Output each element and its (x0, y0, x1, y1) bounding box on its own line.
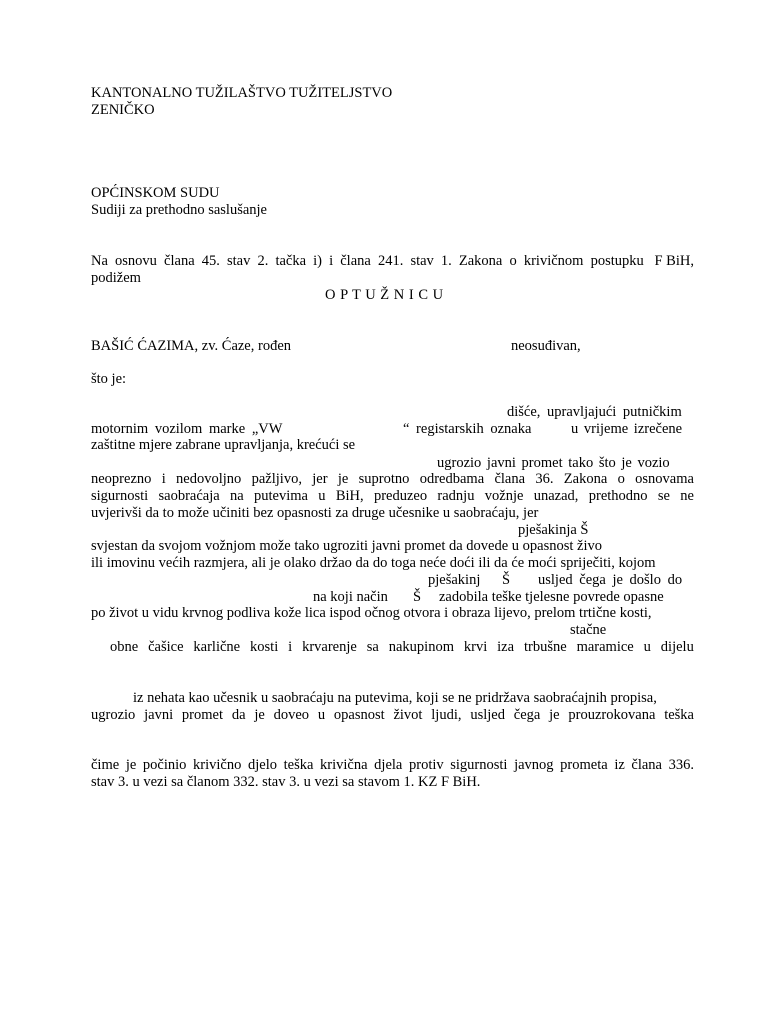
word: preduzeo (373, 488, 428, 504)
prosecutor-office-line1: KANTONALNO TUŽILAŠTVO TUŽITELJSTVO (91, 85, 393, 101)
word: 2. (257, 253, 269, 269)
word: postupku (590, 253, 644, 269)
word: stav (410, 253, 434, 269)
word: Na (91, 253, 108, 269)
word: se (657, 488, 670, 504)
facts-line-2b: “ registarskih oznaka (403, 421, 532, 437)
word: člana (340, 253, 371, 269)
word: 45. (201, 253, 220, 269)
word: i (288, 639, 293, 655)
accused-status: neosuđivan, (511, 338, 581, 354)
facts-line-15 (110, 639, 694, 656)
word: prethodno (588, 488, 648, 504)
word: iz (614, 757, 625, 773)
word: o (617, 471, 625, 487)
word: krvi (463, 639, 488, 655)
word: teška (283, 757, 314, 773)
word: stav (226, 253, 251, 269)
facts-line-1: dišće, upravljajući putničkim (507, 404, 682, 420)
word: ugrozio (91, 707, 136, 723)
word: putevima (254, 488, 308, 504)
facts-line-6 (91, 488, 694, 505)
word: i) (313, 253, 322, 269)
facts-line-8: pješakinja Š (518, 522, 589, 538)
word: u (317, 707, 326, 723)
word: je (254, 707, 265, 723)
word: jer (312, 471, 328, 487)
word: nedovoljno (176, 471, 242, 487)
word: karlične (193, 639, 241, 655)
accused-name: BAŠIĆ ĆAZIMA, zv. Ćaze, rođen (91, 338, 292, 354)
word: kosti (250, 639, 279, 655)
word: prometa (560, 757, 608, 773)
word: ljudi, (431, 707, 462, 723)
word: sigurnosti (91, 488, 149, 504)
word: da (231, 707, 246, 723)
word: vožnje (484, 488, 524, 504)
facts-line-4: ugrozio javni promet tako što je vozio (437, 455, 670, 471)
word: doveo (273, 707, 310, 723)
word: pažljivo, (251, 471, 302, 487)
word: 1. (440, 253, 452, 269)
word: javnog (514, 757, 554, 773)
word: djelo (247, 757, 277, 773)
word: u (643, 639, 651, 655)
facts-line-13: po život u vidu krvnog podliva kože lica ispod očnog otvora i obraza lijevo, prelom trtične kosti, (91, 605, 652, 621)
word: čime (91, 757, 120, 773)
facts-line-7: uvjerivši da to može učiniti bez opasnosti za druge učesnike u saobraćaju, jer (91, 505, 539, 521)
facts-line-10: ili imovinu većih razmjera, ali je olako držao da do toga neće doći ili da će moći spriječiti, kojom (91, 555, 656, 571)
word: opasnost (333, 707, 385, 723)
word: krivičnom (523, 253, 584, 269)
word: 336. (668, 757, 694, 773)
word: Zakona (563, 471, 608, 487)
facts-line-11a: pješakinj (428, 572, 481, 588)
word: unazad, (533, 488, 579, 504)
facts-line-14: stačne (570, 622, 607, 638)
recipient-court: OPĆINSKOM SUDU (91, 185, 220, 201)
facts-line-9: svjestan da svojom vožnjom može tako ugroziti javni promet da dovede u opasnost živo (91, 538, 603, 554)
intro-line1 (91, 253, 694, 270)
word: tačka (275, 253, 307, 269)
word: radnju (437, 488, 475, 504)
word: ne (680, 488, 694, 504)
word: teška (664, 707, 694, 723)
word: trbušne (523, 639, 567, 655)
word: saobraćaja (158, 488, 220, 504)
facts-line-11b: Š (502, 572, 511, 588)
word: krivična (320, 757, 368, 773)
word: osnovama (635, 471, 694, 487)
word: protiv (408, 757, 444, 773)
word: sa (366, 639, 379, 655)
word: dijelu (660, 639, 694, 655)
word: je (549, 707, 560, 723)
word: sigurnosti (450, 757, 508, 773)
word: promet (181, 707, 223, 723)
conclusion-line-2: stav 3. u vezi sa članom 332. stav 3. u vezi sa stavom 1. KZ F BiH. (91, 774, 481, 790)
word: F BiH, (650, 253, 694, 269)
word: 241. (377, 253, 404, 269)
word: 36. (535, 471, 554, 487)
facts-line-12a: na koji način (313, 589, 388, 605)
word: čega (513, 707, 541, 723)
word: i (161, 471, 166, 487)
word: prouzrokovana (568, 707, 656, 723)
recipient-judge: Sudiji za prethodno saslušanje (91, 202, 267, 218)
word: čašice (148, 639, 184, 655)
word: člana (164, 253, 195, 269)
facts-line-5 (91, 471, 694, 488)
word: člana (494, 471, 526, 487)
facts-line-2a: motornim vozilom marke „VW (91, 421, 283, 437)
word: usljed (470, 707, 505, 723)
negligence-line-1: iz nehata kao učesnik u saobraćaju na putevima, koji se ne pridržava saobraćajnih propisa, (133, 690, 657, 706)
word: krvarenje (302, 639, 357, 655)
word: neoprezno (91, 471, 152, 487)
negligence-line-2 (91, 707, 694, 724)
word: je (337, 471, 349, 487)
word: maramice (576, 639, 634, 655)
facts-line-12c: zadobila teške tjelesne povrede opasne (439, 589, 664, 605)
document-title: O P T U Ž N I C U (325, 287, 444, 303)
word: i (329, 253, 334, 269)
word: obne (110, 639, 139, 655)
facts-line-2c: u vrijeme izrečene (571, 421, 683, 437)
word: djela (374, 757, 403, 773)
facts-line-3: zaštitne mjere zabrane upravljanja, krećući se (91, 437, 356, 453)
intro-line2: podižem (91, 270, 141, 286)
sto-je-label: što je: (91, 371, 127, 387)
word: život (393, 707, 423, 723)
prosecutor-office-line2: ZENIČKO (91, 102, 155, 118)
facts-line-11c: usljed čega je došlo do (538, 572, 683, 588)
word: člana (631, 757, 662, 773)
word: Zakona (458, 253, 503, 269)
word: javni (144, 707, 174, 723)
conclusion-line-1 (91, 757, 694, 774)
word: osnovu (115, 253, 157, 269)
facts-line-12b: Š (413, 589, 422, 605)
word: je (125, 757, 137, 773)
word: na (230, 488, 244, 504)
word: odredbama (419, 471, 485, 487)
word: iza (497, 639, 515, 655)
word: u (318, 488, 326, 504)
word: suprotno (358, 471, 410, 487)
word: o (509, 253, 517, 269)
word: nakupinom (388, 639, 454, 655)
word: krivično (193, 757, 242, 773)
word: BiH, (335, 488, 364, 504)
word: počinio (142, 757, 187, 773)
